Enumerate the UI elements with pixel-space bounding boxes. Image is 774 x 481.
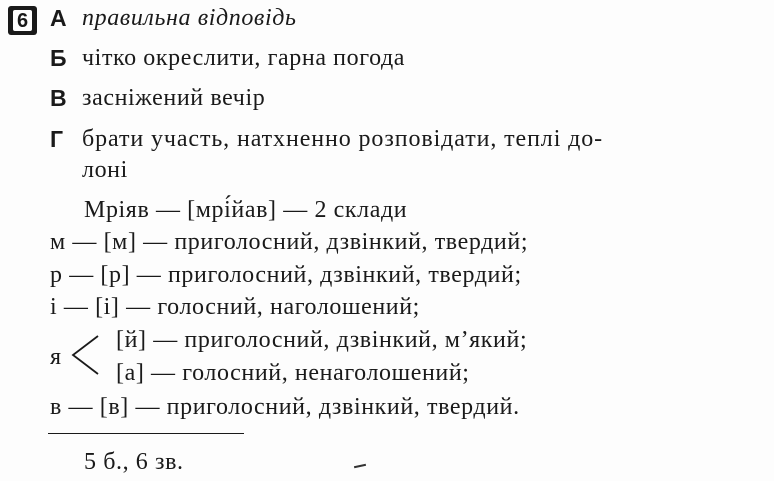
angle-bracket-icon xyxy=(68,333,102,377)
analysis-letter-ya: я xyxy=(50,344,62,370)
answer-text-g: брати участь, натхненно розповідати, теплі до- xyxy=(82,126,604,152)
scan-speck xyxy=(354,464,366,468)
answer-text-a: правильна відповідь xyxy=(82,5,297,31)
task-number-badge xyxy=(8,6,37,35)
answer-text-v: засніжений вечір xyxy=(82,85,266,111)
task-number: 6 xyxy=(13,10,32,31)
analysis-row-v: в — [в] — приголосний, дзвінкий, твердий. xyxy=(50,394,520,420)
answer-letter-b: Б xyxy=(50,45,67,71)
analysis-row-r: р — [р] — приголосний, дзвінкий, твердий; xyxy=(50,262,522,288)
answer-letter-v: В xyxy=(50,85,67,111)
answer-letter-a: А xyxy=(50,5,67,31)
analysis-row-m: м — [м] — приголосний, дзвінкий, твердий; xyxy=(50,229,529,255)
answer-text-b: чітко окреслити, гарна погода xyxy=(82,45,406,71)
analysis-row-ya-a: [а] — голосний, ненаголошений; xyxy=(116,360,470,386)
answer-text-g-continuation: лоні xyxy=(82,157,128,183)
divider-rule xyxy=(48,433,244,434)
analysis-heading: Мріяв — [мрі́йав] — 2 склади xyxy=(84,197,408,223)
answer-letter-g: Г xyxy=(50,126,64,152)
analysis-row-i: і — [і] — голосний, наголошений; xyxy=(50,294,420,320)
summary-text: 5 б., 6 зв. xyxy=(84,449,184,475)
analysis-row-ya-y: [й] — приголосний, дзвінкий, м’який; xyxy=(116,327,528,353)
